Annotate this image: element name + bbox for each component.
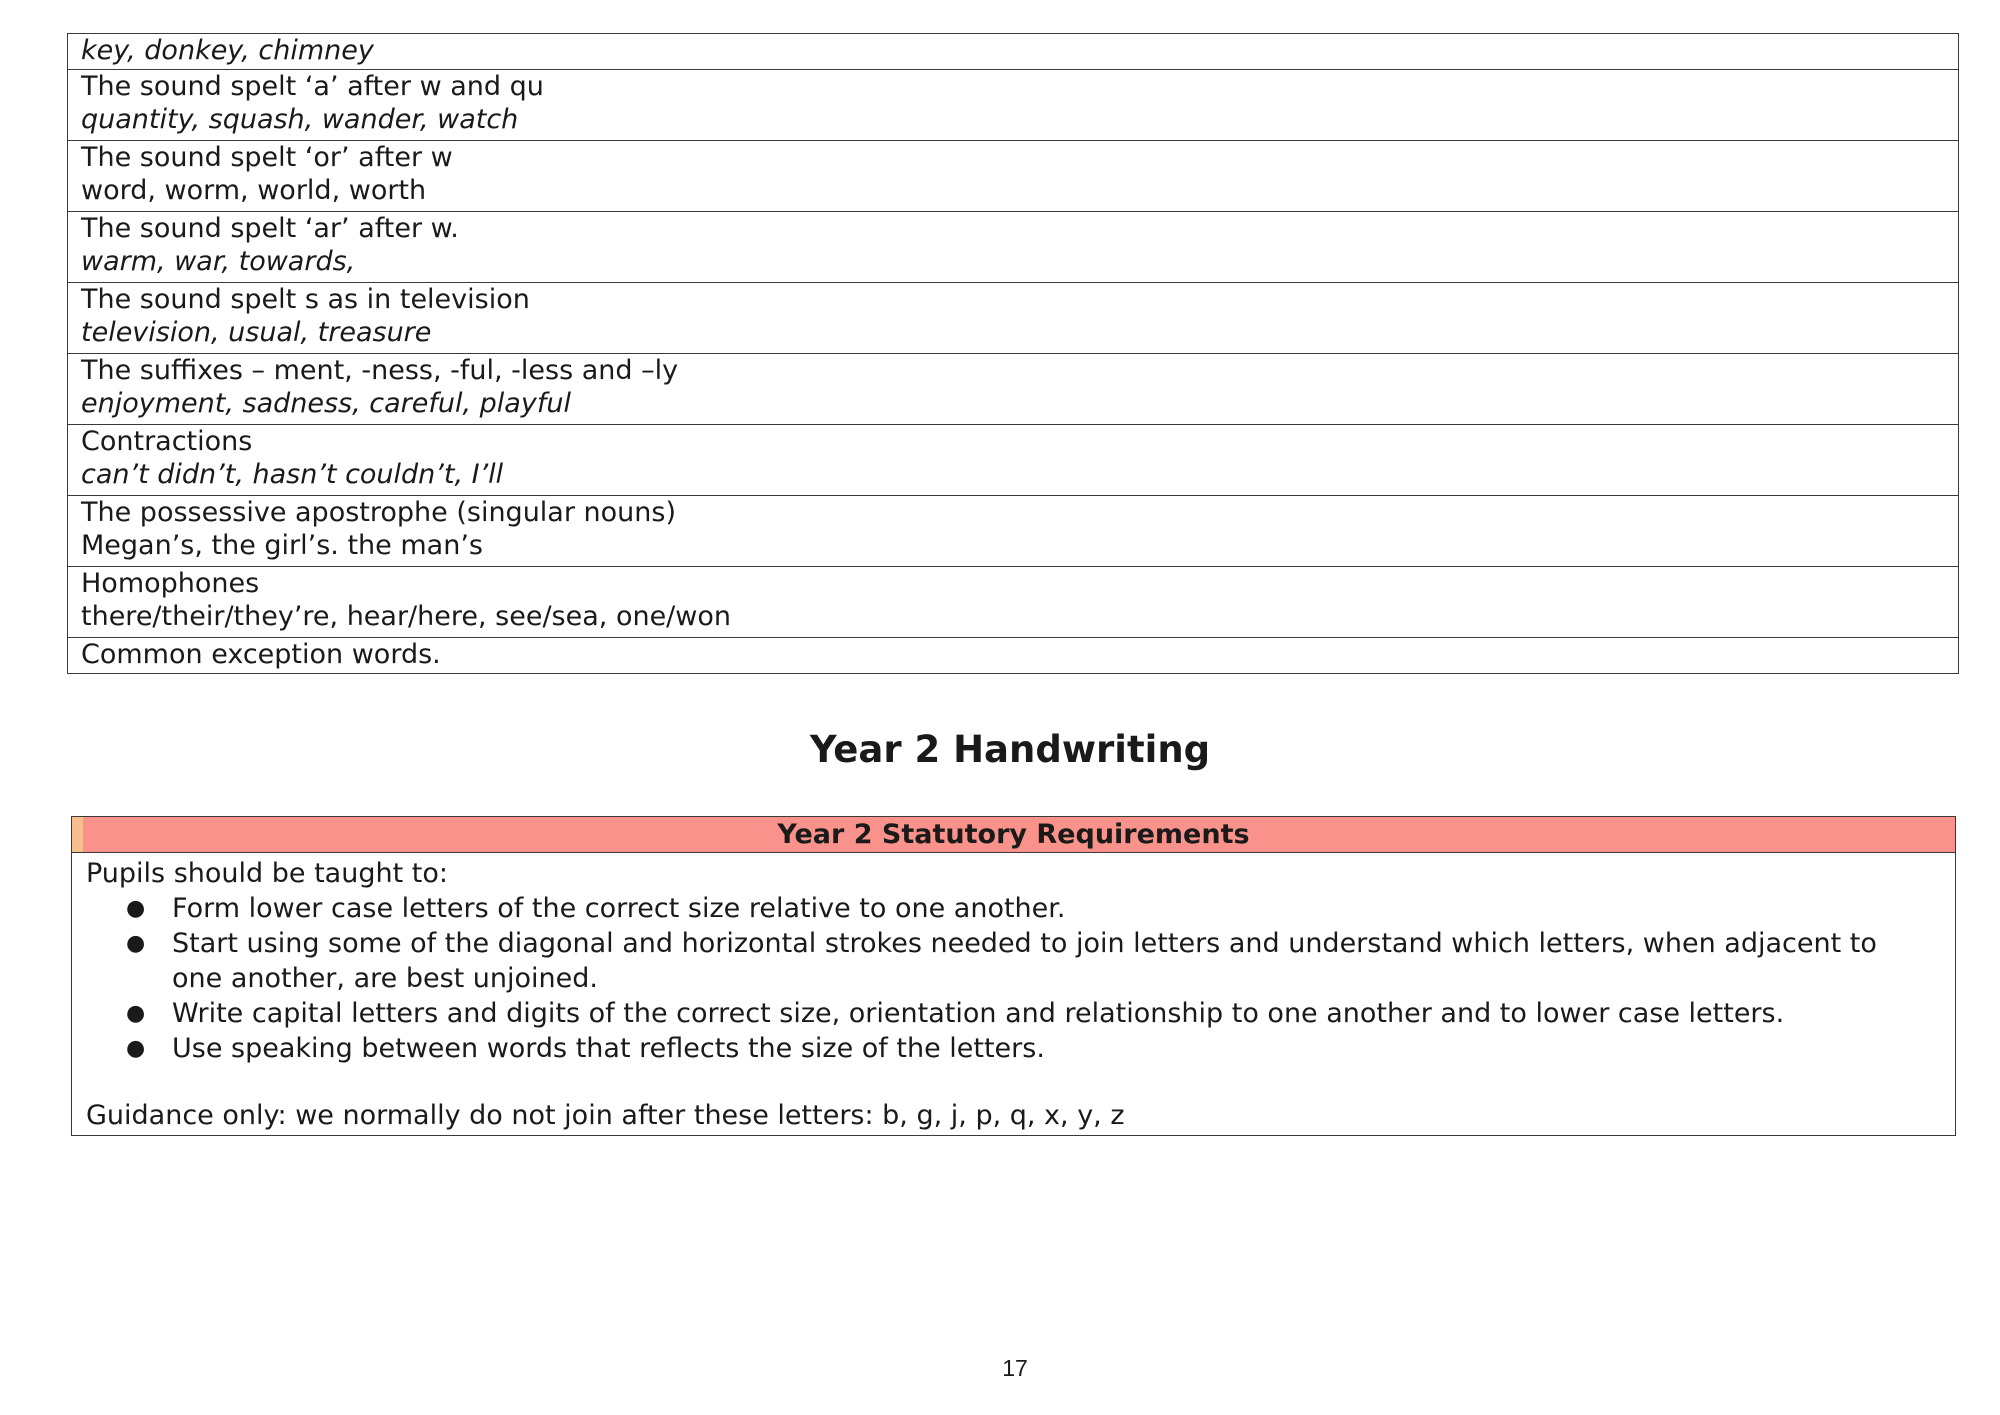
example-text: can’t didn’t, hasn’t couldn’t, I’ll — [81, 459, 504, 490]
rule-text: The sound spelt ‘a’ after w and qu — [81, 71, 544, 102]
requirement-text: Write capital letters and digits of the correct size, orientation and relationship to one another and to lower case letters. — [172, 998, 1785, 1029]
requirements-box — [71, 816, 1956, 1136]
rule-text: Common exception words. — [81, 639, 441, 670]
table-cell — [68, 354, 1959, 425]
table-cell — [68, 283, 1959, 354]
table-cell — [68, 34, 1959, 70]
table-cell — [68, 638, 1959, 674]
header-accent-strip — [72, 817, 83, 852]
table-cell — [68, 141, 1959, 212]
table-row — [68, 283, 1959, 354]
requirements-header — [72, 817, 1955, 853]
rule-text: The sound spelt ‘or’ after w — [81, 142, 453, 173]
list-item — [86, 926, 1941, 996]
table-cell — [68, 70, 1959, 141]
table-cell — [68, 425, 1959, 496]
bullet-icon: ● — [126, 896, 146, 921]
guidance-note: Guidance only: we normally do not join after these letters: b, g, j, p, q, x, y, z — [86, 1100, 1125, 1131]
table-row — [68, 496, 1959, 567]
rule-text: key, donkey, chimney — [81, 35, 374, 66]
rule-text: Homophones — [81, 568, 260, 599]
spacer — [86, 1066, 1941, 1098]
page-number: 17 — [1002, 1355, 1028, 1381]
table-row — [68, 141, 1959, 212]
requirements-list — [86, 891, 1941, 1066]
table-cell — [68, 567, 1959, 638]
rule-text: The sound spelt s as in television — [81, 284, 530, 315]
list-item — [86, 996, 1941, 1031]
section-title: Year 2 Handwriting — [809, 728, 1211, 771]
list-item — [86, 891, 1941, 926]
example-text: there/their/they’re, hear/here, see/sea, one/won — [81, 601, 731, 632]
table-row — [68, 34, 1959, 70]
requirement-text: Use speaking between words that reflects the size of the letters. — [172, 1033, 1045, 1064]
requirement-text: Form lower case letters of the correct size relative to one another. — [172, 893, 1066, 924]
table-cell — [68, 212, 1959, 283]
requirements-body — [72, 853, 1955, 1135]
spelling-rules-body — [68, 34, 1959, 674]
spelling-rules-table — [67, 33, 1959, 674]
requirements-header-label: Year 2 Statutory Requirements — [777, 819, 1250, 850]
example-text: enjoyment, sadness, careful, playful — [81, 388, 571, 419]
table-row — [68, 70, 1959, 141]
table-row — [68, 638, 1959, 674]
table-row — [68, 354, 1959, 425]
rule-text: The suffixes – ment, -ness, -ful, -less and –ly — [81, 355, 679, 386]
example-text: warm, war, towards, — [81, 246, 356, 277]
bullet-icon: ● — [126, 1036, 146, 1061]
table-row — [68, 567, 1959, 638]
rule-text: Contractions — [81, 426, 253, 457]
requirement-text: Start using some of the diagonal and horizontal strokes needed to join letters and understand which letters, when adjacent to — [172, 928, 1877, 959]
table-cell — [68, 496, 1959, 567]
example-text: Megan’s, the girl’s. the man’s — [81, 530, 483, 561]
example-text: quantity, squash, wander, watch — [81, 104, 519, 135]
rule-text: The sound spelt ‘ar’ after w. — [81, 213, 459, 244]
table-row — [68, 425, 1959, 496]
list-item — [86, 1031, 1941, 1066]
bullet-icon: ● — [126, 931, 146, 956]
table-row — [68, 212, 1959, 283]
example-text: word, worm, world, worth — [81, 175, 427, 206]
bullet-icon: ● — [126, 1001, 146, 1026]
example-text: television, usual, treasure — [81, 317, 432, 348]
requirement-text: one another, are best unjoined. — [172, 963, 599, 994]
rule-text: The possessive apostrophe (singular nouns) — [81, 497, 676, 528]
requirements-intro: Pupils should be taught to: — [86, 858, 448, 889]
